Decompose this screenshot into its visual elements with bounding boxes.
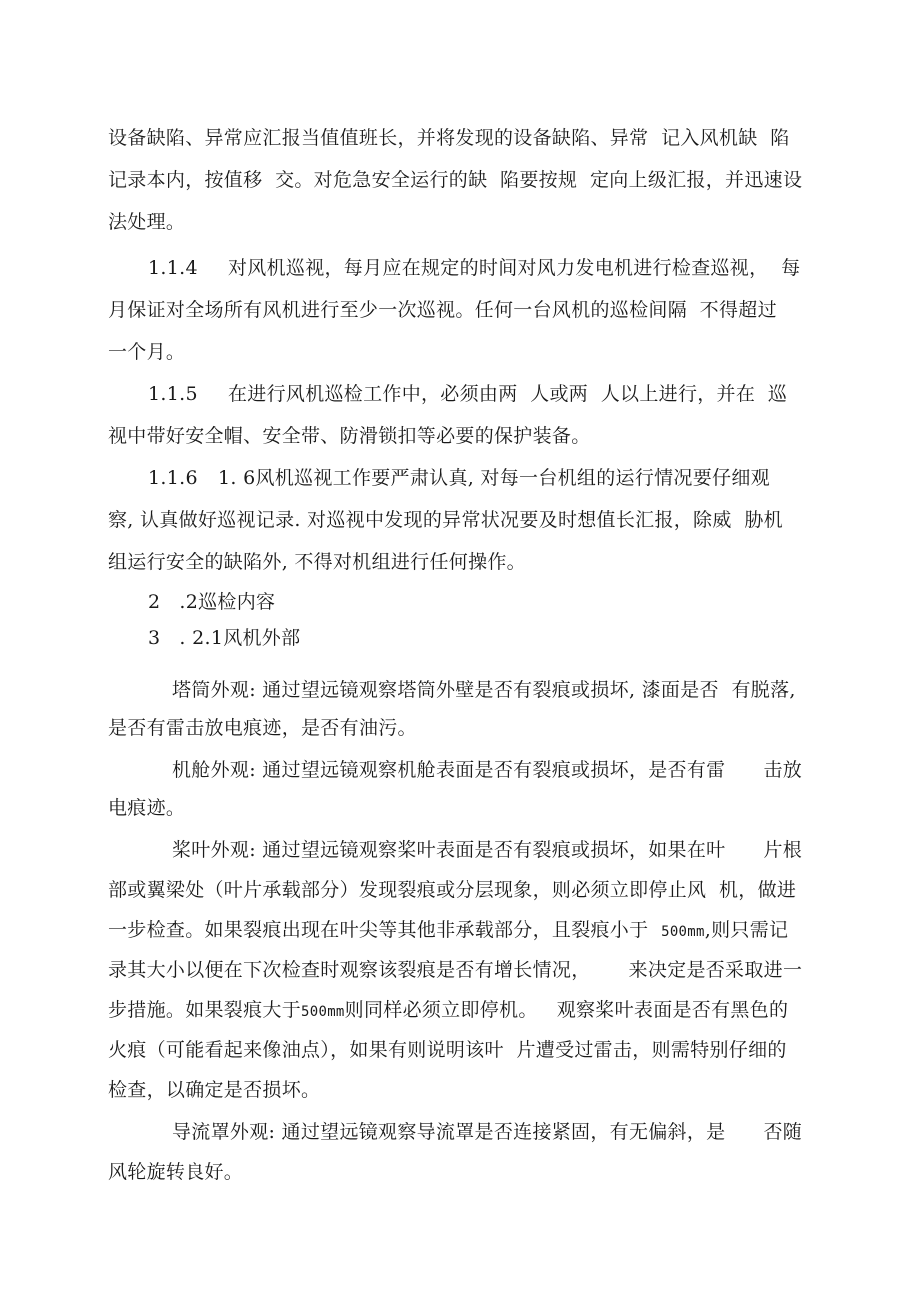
paragraph-line: 检查，以确定是否损坏。 (108, 1079, 321, 1101)
section-heading-2-2-1: 3 . 2.1风机外部 (148, 627, 301, 649)
section-number-1-1-6: 1.1.6 (148, 467, 198, 489)
text-span: 步措施。如果裂痕大于 (108, 999, 302, 1021)
paragraph-line: 对风机巡视，每月应在规定的时间对风力发电机进行检查巡视， 每 (228, 257, 801, 279)
paragraph-line: 设备缺陷、异常应汇报当值值班长，并将发现的设备缺陷、异常 记入风机缺 陷 (108, 127, 790, 149)
paragraph-line: 机舱外观: 通过望远镜观察机舱表面是否有裂痕或损坏，是否有雷 击放 (172, 759, 803, 781)
paragraph-line: 1. 6风机巡视工作要严肃认真, 对每一台机组的运行情况要仔细观 (218, 467, 770, 489)
text-span: ,则只需记 (704, 919, 789, 941)
measurement-value: 500mm (301, 1004, 345, 1020)
paragraph-line: 一个月。 (108, 341, 186, 363)
paragraph-line: 火痕（可能看起来像油点），如果有则说明该叶 片遭受过雷击，则需特别仔细的 (108, 1039, 787, 1061)
paragraph-line: 记录本内，按值移 交。对危急安全运行的缺 陷要按规 定向上级汇报，并迅速设 (108, 169, 803, 191)
paragraph-line: 部或翼梁处（叶片承载部分）发现裂痕或分层现象，则必须立即停止风 机，做进 (108, 879, 797, 901)
measurement-value: 500mm (661, 924, 705, 940)
paragraph-line: 电痕迹。 (108, 797, 186, 819)
paragraph-line: 风轮旋转良好。 (108, 1161, 244, 1183)
text-span: 则同样必须立即停机。 观察桨叶表面是否有黑色的 (344, 999, 789, 1021)
paragraph-line: 是否有雷击放电痕迹，是否有油污。 (108, 717, 417, 739)
paragraph-line: 在进行风机巡检工作中，必须由两 人或两 人以上进行，并在 巡 (228, 383, 788, 405)
paragraph-line: 塔筒外观: 通过望远镜观察塔筒外壁是否有裂痕或损坏, 漆面是否 有脱落, (172, 679, 796, 701)
paragraph-line (108, 996, 788, 1026)
paragraph-line: 桨叶外观: 通过望远镜观察桨叶表面是否有裂痕或损坏，如果在叶 片根 (172, 839, 803, 861)
paragraph-line: 法处理。 (108, 211, 186, 233)
section-number-1-1-5: 1.1.5 (148, 383, 198, 405)
paragraph-line: 导流罩外观: 通过望远镜观察导流罩是否连接紧固，有无偏斜，是 否随 (172, 1121, 803, 1143)
paragraph-line (108, 916, 788, 946)
paragraph-line: 察, 认真做好巡视记录. 对巡视中发现的异常状况要及时想值长汇报，除威 胁机 (108, 509, 783, 531)
section-heading-2-2: 2 .2巡检内容 (148, 591, 276, 613)
text-span: 一步检查。如果裂痕出现在叶尖等其他非承载部分，且裂痕小于 (108, 919, 662, 941)
section-number-1-1-4: 1.1.4 (148, 257, 198, 279)
paragraph-line: 录其大小以便在下次检查时观察该裂痕是否有增长情况， 来决定是否采取进一 (108, 959, 803, 981)
paragraph-line: 组运行安全的缺陷外, 不得对机组进行任何操作。 (108, 551, 526, 573)
paragraph-line: 视中带好安全帽、安全带、防滑锁扣等必要的保护装备。 (108, 425, 591, 447)
paragraph-line: 月保证对全场所有风机进行至少一次巡视。任何一台风机的巡检间隔 不得超过 (108, 299, 777, 321)
